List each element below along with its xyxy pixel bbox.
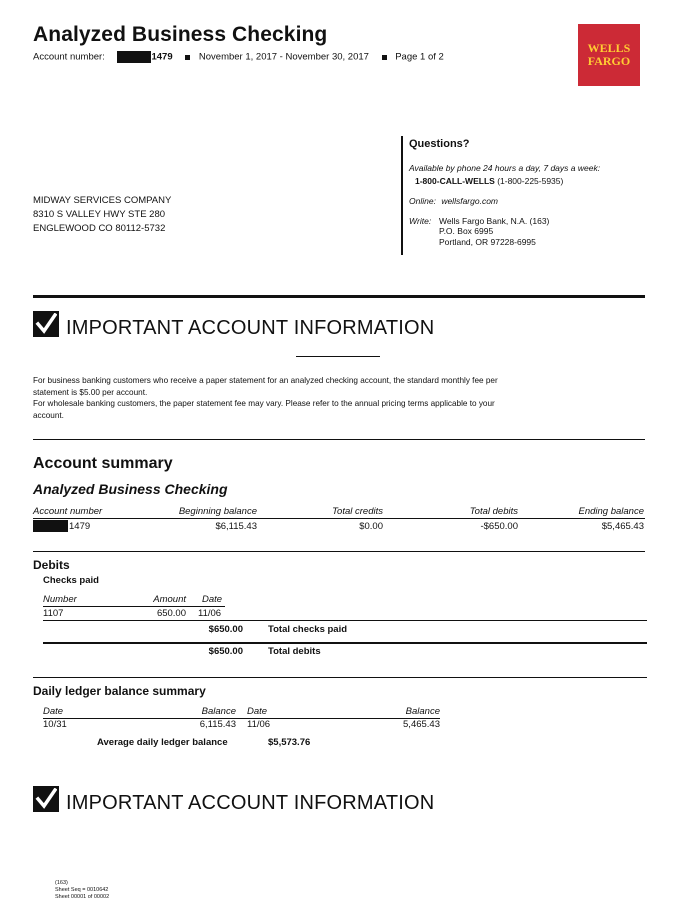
section-divider [33, 677, 647, 678]
customer-name: MIDWAY SERVICES COMPANY [33, 195, 172, 206]
total-debits-label: Total debits [268, 646, 321, 657]
account-number-label: Account number: [33, 51, 105, 63]
notice-paragraph: For business banking customers who receive a paper statement for an analyzed checking account, the standard monthly fee per statement is $5.00 per account. [33, 376, 498, 397]
phone-number: (1-800-225-5935) [497, 176, 564, 187]
col-ledger-date: Date [43, 706, 64, 717]
sheet-sequence-footer [55, 880, 109, 901]
summary-beginning-balance: $6,115.43 [215, 521, 257, 532]
col-total-credits: Total credits [332, 506, 383, 517]
col-account-number: Account number [33, 506, 103, 517]
availability-text: Available by phone 24 hours a day, 7 days a week: [409, 162, 601, 173]
summary-total-credits: $0.00 [359, 521, 383, 532]
total-debits-amount: $650.00 [208, 646, 243, 657]
section-divider [33, 295, 645, 298]
page-title: Analyzed Business Checking [33, 23, 328, 46]
subtotal-rule [43, 620, 647, 621]
table-header-rule [33, 518, 645, 519]
statement-period: November 1, 2017 - November 30, 2017 [198, 51, 369, 63]
section-divider [33, 551, 645, 552]
important-heading: IMPORTANT ACCOUNT INFORMATION [66, 317, 435, 339]
bullet-icon [382, 55, 387, 60]
summary-ending-balance: $5,465.43 [601, 521, 644, 532]
account-summary-heading: Account summary [33, 455, 173, 472]
col-total-debits: Total debits [469, 506, 518, 517]
footer-line: (163) [55, 880, 68, 886]
notice-paragraph: For wholesale banking customers, the paper statement fee may vary. Please refer to the annual pricing terms applicable to your account. [33, 399, 495, 420]
section-divider [33, 439, 645, 440]
col-ending-balance: Ending balance [578, 506, 644, 517]
account-summary-subheading: Analyzed Business Checking [33, 481, 228, 497]
logo-wordmark-icon [578, 24, 640, 86]
col-ledger-balance: Balance [201, 706, 236, 717]
average-balance-value: $5,573.76 [268, 737, 311, 748]
checks-paid-heading: Checks paid [43, 575, 99, 586]
check-amount: 650.00 [156, 608, 186, 619]
questions-box [409, 138, 600, 248]
ledger-balance: 6,115.43 [199, 719, 236, 730]
write-line: Wells Fargo Bank, N.A. (163) [439, 215, 550, 226]
summary-total-debits: -$650.00 [480, 521, 518, 532]
phone-name: 1-800-CALL-WELLS [415, 176, 495, 187]
checkmark-icon [33, 311, 59, 337]
phone-line [415, 176, 600, 187]
questions-divider [401, 136, 403, 255]
total-checks-amount: $650.00 [208, 624, 243, 635]
check-number: 1107 [43, 608, 64, 619]
total-checks-label: Total checks paid [268, 624, 348, 635]
footer-line: Sheet Seq = 0010642 [55, 887, 109, 893]
svg-text:FARGO: FARGO [587, 54, 631, 68]
page-indicator: Page 1 of 2 [395, 51, 444, 63]
ledger-date: 11/06 [247, 719, 271, 730]
ledger-date: 10/31 [43, 719, 67, 730]
questions-title: Questions? [409, 138, 470, 150]
account-info-line [33, 51, 444, 63]
average-balance-label: Average daily ledger balance [97, 737, 228, 748]
customer-address [33, 194, 171, 236]
customer-city: ENGLEWOOD CO 80112-5732 [33, 223, 166, 234]
write-line: Portland, OR 97228-6995 [439, 236, 536, 247]
col-beginning-balance: Beginning balance [178, 506, 257, 517]
col-ledger-date: Date [247, 706, 268, 717]
bullet-icon [185, 55, 190, 60]
footer-line: Sheet 00001 of 00002 [55, 894, 110, 900]
debits-heading: Debits [33, 558, 70, 572]
customer-street: 8310 S VALLEY HWY STE 280 [33, 209, 166, 220]
ledger-balance: 5,465.43 [403, 719, 440, 730]
table-header-rule [43, 606, 225, 607]
write-line: P.O. Box 6995 [439, 226, 494, 237]
col-check-number: Number [43, 594, 77, 605]
redaction-box [117, 51, 151, 63]
online-link[interactable]: wellsfargo.com [441, 196, 498, 206]
col-check-amount: Amount [153, 594, 186, 605]
online-line [409, 196, 600, 207]
short-divider [296, 356, 380, 357]
write-label: Write: [409, 215, 432, 226]
online-label: Online: [409, 196, 436, 206]
summary-account-suffix: 1479 [69, 521, 91, 532]
col-ledger-balance: Balance [405, 706, 440, 717]
ledger-heading: Daily ledger balance summary [33, 684, 206, 698]
checkmark-icon [33, 786, 59, 812]
account-number-suffix: 1479 [151, 51, 173, 63]
check-date: 11/06 [198, 608, 222, 619]
write-block [409, 216, 600, 248]
redaction-box [33, 520, 68, 532]
wells-fargo-logo [578, 24, 640, 86]
svg-text:WELLS: WELLS [587, 41, 631, 55]
important-heading: IMPORTANT ACCOUNT INFORMATION [66, 792, 435, 814]
col-check-date: Date [202, 594, 223, 605]
subtotal-rule [43, 642, 647, 644]
notice-text [33, 375, 503, 421]
